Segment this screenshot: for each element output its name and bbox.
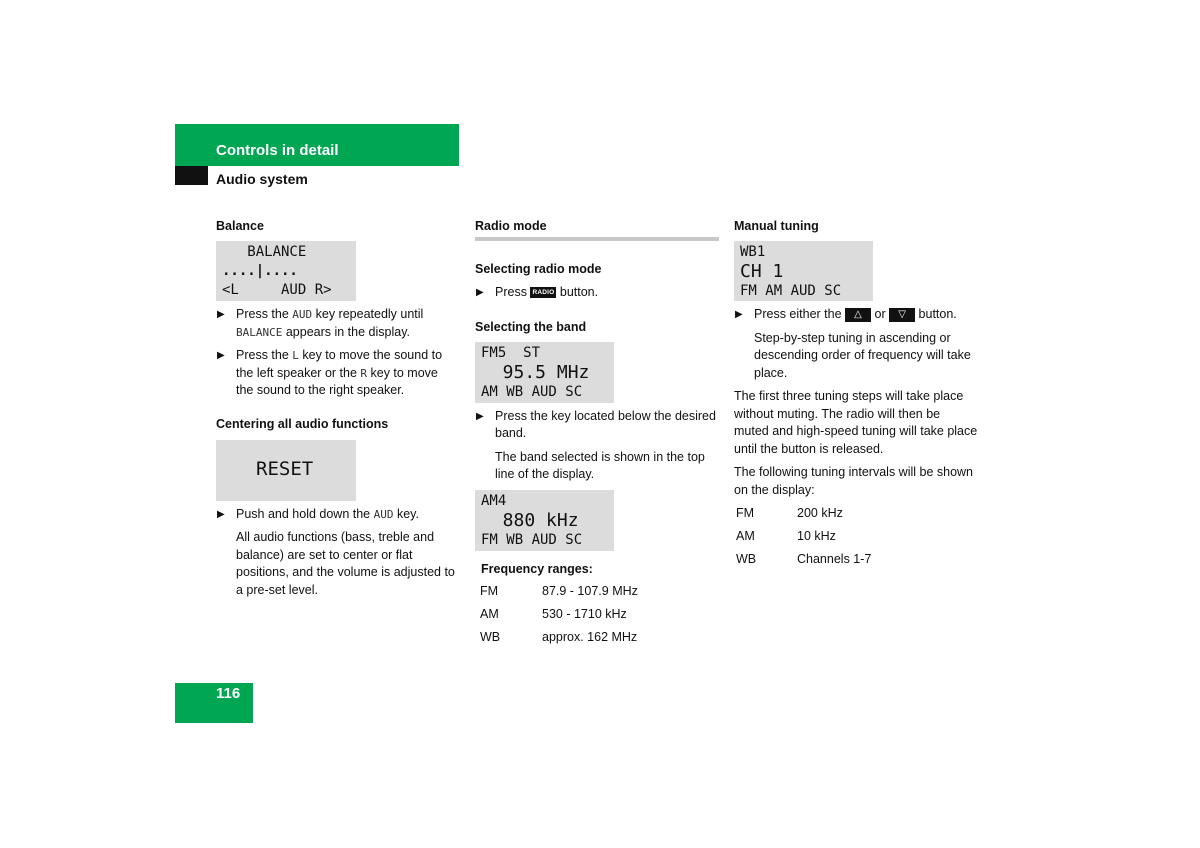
column-radio-mode bbox=[475, 218, 719, 650]
display-line: RESET bbox=[256, 457, 314, 480]
subsection-marker bbox=[175, 166, 208, 185]
bullet-arrow-icon: ▶ bbox=[476, 410, 484, 422]
display-line: BALANCE bbox=[222, 244, 307, 260]
display-line: FM AM AUD SC bbox=[740, 283, 842, 299]
bullet-arrow-icon: ▶ bbox=[735, 309, 743, 320]
table-row: WB approx. 162 MHz bbox=[480, 630, 638, 645]
page-number-box bbox=[175, 683, 253, 723]
tuning-para-2: The following tuning intervals will be shown on the display: bbox=[734, 465, 974, 497]
bullet-arrow-icon: ▶ bbox=[217, 309, 225, 320]
fm-display bbox=[475, 342, 614, 403]
display-line: WB1 bbox=[740, 244, 766, 260]
down-arrow-icon: ▽ bbox=[889, 308, 915, 322]
band-heading: Selecting the band bbox=[475, 319, 587, 334]
balance-step-2: ▶ Press the L key to move the sound to the left speaker or the R key to move the sound to the right speaker. bbox=[217, 348, 443, 397]
balance-heading: Balance bbox=[216, 219, 264, 233]
table-row: FM 200 kHz bbox=[736, 505, 843, 520]
bullet-arrow-icon: ▶ bbox=[217, 350, 225, 361]
display-line: ....|.... bbox=[222, 263, 298, 279]
band-note: The band selected is shown in the top line of the display. bbox=[495, 449, 705, 481]
table-row: WB Channels 1-7 bbox=[736, 551, 872, 566]
radio-key-icon: RADIO bbox=[532, 289, 555, 297]
display-line: CH 1 bbox=[740, 261, 784, 282]
bullet-arrow-icon: ▶ bbox=[217, 508, 225, 520]
manual-tuning-heading: Manual tuning bbox=[734, 219, 819, 233]
radio-step: ▶ Press RADIO button. bbox=[475, 284, 719, 302]
selecting-radio-heading: Selecting radio mode bbox=[475, 262, 602, 276]
tuning-para-1: The first three tuning steps will take place without muting. The radio will then be muted and high-speed tuning will take place until the button is released. bbox=[734, 389, 978, 456]
balance-display bbox=[216, 241, 356, 301]
page-number: 116 bbox=[216, 685, 241, 702]
reset-display bbox=[216, 440, 356, 501]
am-display bbox=[475, 490, 614, 551]
section-title: Controls in detail bbox=[216, 142, 339, 159]
column-manual-tuning bbox=[734, 218, 978, 571]
freq-heading: Frequency ranges: bbox=[481, 561, 593, 576]
bullet-arrow-icon: ▶ bbox=[476, 287, 484, 298]
tuning-note: Step-by-step tuning in ascending or descending order of frequency will take place. bbox=[754, 330, 971, 380]
display-line: FM WB AUD SC bbox=[481, 531, 583, 548]
radio-mode-heading: Radio mode bbox=[475, 218, 719, 241]
up-arrow-icon: △ bbox=[845, 308, 871, 322]
display-line: FM5 ST bbox=[481, 344, 541, 361]
display-line: 880 kHz bbox=[481, 509, 579, 531]
display-line: AM WB AUD SC bbox=[481, 383, 583, 400]
table-row: AM 530 - 1710 kHz bbox=[480, 607, 627, 622]
band-step: ▶ Press the key located below the desired band. bbox=[476, 408, 716, 440]
centering-heading: Centering all audio functions bbox=[216, 416, 389, 431]
interval-table bbox=[736, 502, 871, 571]
centering-step: ▶ Push and hold down the AUD key. bbox=[216, 506, 458, 524]
display-line: AM4 bbox=[481, 492, 507, 509]
tuning-step: ▶ Press either the △ or ▽ button. bbox=[734, 306, 978, 324]
column-balance bbox=[216, 218, 458, 599]
subsection-title: Audio system bbox=[216, 171, 308, 187]
centering-note: All audio functions (bass, treble and balance) are set to center or flat positions, and the volume is adjusted to a pre-set level. bbox=[236, 530, 455, 597]
display-line: 95.5 MHz bbox=[481, 361, 590, 383]
table-row: FM 87.9 - 107.9 MHz bbox=[480, 584, 638, 599]
balance-step-1: ▶ Press the AUD key repeatedly until BALANCE appears in the display. bbox=[217, 307, 424, 339]
table-row: AM 10 kHz bbox=[736, 528, 836, 543]
display-line: <L AUD R> bbox=[222, 282, 332, 298]
freq-table bbox=[480, 581, 638, 650]
wb-display bbox=[734, 241, 873, 301]
